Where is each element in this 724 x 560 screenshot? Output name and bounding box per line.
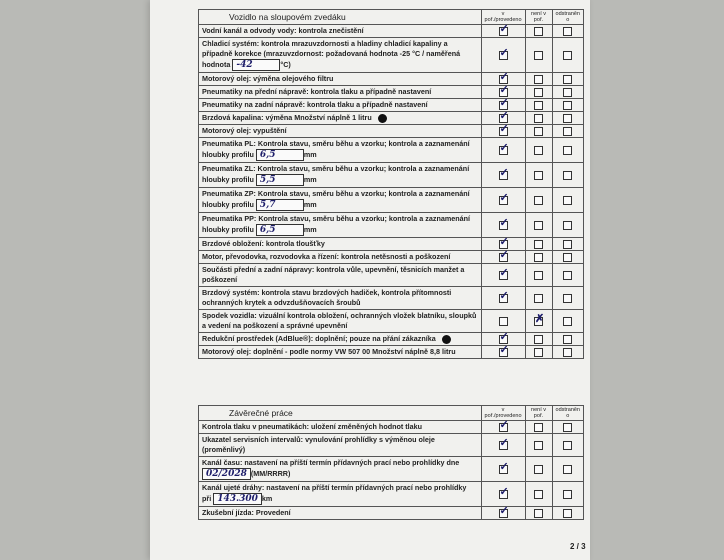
- checkbox-cell-fixed: [552, 238, 583, 251]
- checkbox-no[interactable]: [534, 171, 543, 180]
- checkbox-cell-ok: [481, 287, 525, 310]
- checkbox-no[interactable]: [534, 221, 543, 230]
- checkbox-ok[interactable]: [499, 294, 508, 303]
- unit-suffix: (MM/RRRR): [250, 468, 291, 478]
- checkbox-fixed[interactable]: [563, 127, 572, 136]
- checkbox-cell-no: [525, 73, 552, 86]
- checkbox-fixed[interactable]: [563, 441, 572, 450]
- checkbox-cell-ok: [481, 25, 525, 38]
- checkbox-no[interactable]: [534, 423, 543, 432]
- row-text: Zkušební jízda: Provedení: [202, 508, 291, 517]
- checkbox-cell-ok: [481, 434, 525, 457]
- checkbox-cell-fixed: [552, 73, 583, 86]
- handwritten-value-field[interactable]: 6,5: [256, 224, 304, 236]
- checkbox-cell-no: [525, 112, 552, 125]
- checkbox-no[interactable]: [534, 51, 543, 60]
- checkbox-cell-fixed: [552, 333, 583, 346]
- checkbox-no[interactable]: [534, 335, 543, 344]
- checkbox-cell-no: [525, 482, 552, 507]
- checkbox-ok[interactable]: [499, 51, 508, 60]
- checklist-row: [199, 482, 584, 507]
- row-label: [199, 73, 482, 86]
- checkbox-cell-fixed: [552, 482, 583, 507]
- col-ok-header: v poř./provedeno: [481, 10, 525, 25]
- checkbox-cell-ok: [481, 188, 525, 213]
- checklist-row: [199, 421, 584, 434]
- checkbox-cell-fixed: [552, 38, 583, 73]
- checkbox-cell-fixed: [552, 264, 583, 287]
- checkbox-no[interactable]: [534, 253, 543, 262]
- checkbox-fixed[interactable]: [563, 51, 572, 60]
- handwritten-value-field[interactable]: 6,5: [256, 149, 304, 161]
- checkbox-cell-no: [525, 125, 552, 138]
- row-text: Brzdová kapalina: výměna Množství náplně 1 litru: [202, 113, 372, 122]
- row-label: [199, 112, 482, 125]
- checklist-row: [199, 333, 584, 346]
- checkbox-cell-ok: [481, 213, 525, 238]
- checkbox-fixed[interactable]: [563, 114, 572, 123]
- checkbox-cell-fixed: [552, 421, 583, 434]
- col-no-header: není v poř.: [525, 406, 552, 421]
- checklist-row: [199, 507, 584, 520]
- checklist-row: [199, 125, 584, 138]
- checklist-row: [199, 112, 584, 125]
- checkbox-fixed[interactable]: [563, 171, 572, 180]
- col-fixed-header: odstraněn o: [552, 406, 583, 421]
- checkbox-cell-ok: [481, 264, 525, 287]
- checkbox-cell-no: [525, 86, 552, 99]
- checkbox-fixed[interactable]: [563, 348, 572, 357]
- checkbox-fixed[interactable]: [563, 490, 572, 499]
- row-text: Brzdové obložení: kontrola tloušťky: [202, 239, 325, 248]
- checkbox-ok[interactable]: [499, 171, 508, 180]
- handwritten-value-field[interactable]: 143.300: [213, 493, 262, 505]
- checkbox-ok[interactable]: [499, 465, 508, 474]
- checkbox-no[interactable]: [534, 271, 543, 280]
- checklist-row: [199, 188, 584, 213]
- row-label: [199, 213, 482, 238]
- checkbox-fixed[interactable]: [563, 253, 572, 262]
- checkbox-cell-no: [525, 38, 552, 73]
- checkbox-no[interactable]: [534, 294, 543, 303]
- unit-suffix: mm: [303, 174, 317, 184]
- unit-suffix: mm: [303, 224, 317, 234]
- handwritten-value-field[interactable]: 02/2028: [202, 468, 251, 480]
- unit-suffix: mm: [303, 149, 317, 159]
- row-label: [199, 138, 482, 163]
- checkbox-cell-ok: [481, 138, 525, 163]
- checkbox-ok[interactable]: [499, 423, 508, 432]
- checkbox-cell-fixed: [552, 163, 583, 188]
- checkbox-cell-no: [525, 507, 552, 520]
- checkbox-fixed[interactable]: [563, 240, 572, 249]
- row-label: [199, 25, 482, 38]
- checkbox-cell-ok: [481, 125, 525, 138]
- checkbox-cell-fixed: [552, 457, 583, 482]
- bullet-dot-icon: [378, 114, 387, 123]
- checklist-row: [199, 264, 584, 287]
- checklist-row: [199, 73, 584, 86]
- row-label: [199, 434, 482, 457]
- checkbox-cell-ok: [481, 482, 525, 507]
- checkbox-cell-fixed: [552, 310, 583, 333]
- row-text: Pneumatika ZP: Kontrola stavu, směru běhu a vzorku; kontrola a zaznamenání hloubky profilu: [202, 189, 470, 209]
- checkbox-no[interactable]: [534, 27, 543, 36]
- checklist-row: [199, 434, 584, 457]
- checkbox-no[interactable]: [534, 114, 543, 123]
- checkbox-fixed[interactable]: [563, 101, 572, 110]
- checkbox-ok[interactable]: [499, 348, 508, 357]
- checklist-row: [199, 457, 584, 482]
- row-label: [199, 457, 482, 482]
- checklist-row: [199, 287, 584, 310]
- row-text: Motorový olej: vypuštění: [202, 126, 287, 135]
- row-text: Kanál času: nastavení na příští termín přídavných prací nebo prohlídky dne: [202, 458, 460, 467]
- checkbox-ok[interactable]: [499, 127, 508, 136]
- checkbox-fixed[interactable]: [563, 27, 572, 36]
- row-label: [199, 38, 482, 73]
- final-works-table: [198, 405, 584, 520]
- row-text: Pneumatika PP: Kontrola stavu, směru běhu a vzorku; kontrola a zaznamenání hloubky profilu: [202, 214, 471, 234]
- row-text: Redukční prostředek (AdBlue®): doplnění; pouze na přání zákazníka: [202, 334, 436, 343]
- checkbox-no[interactable]: [534, 88, 543, 97]
- checkbox-cell-no: [525, 163, 552, 188]
- checkbox-no[interactable]: [534, 146, 543, 155]
- row-text: Vodní kanál a odvody vody: kontrola znečistění: [202, 26, 364, 35]
- checklist-row: [199, 38, 584, 73]
- checkbox-cell-no: [525, 264, 552, 287]
- checkbox-cell-fixed: [552, 507, 583, 520]
- checklist-row: [199, 251, 584, 264]
- row-label: [199, 86, 482, 99]
- checkbox-cell-fixed: [552, 346, 583, 359]
- checkbox-cell-no: [525, 434, 552, 457]
- checkbox-fixed[interactable]: [563, 146, 572, 155]
- checkbox-ok[interactable]: [499, 196, 508, 205]
- row-label: [199, 238, 482, 251]
- checkbox-fixed[interactable]: [563, 221, 572, 230]
- unit-suffix: mm: [303, 199, 317, 209]
- row-label: [199, 507, 482, 520]
- checkbox-cell-fixed: [552, 25, 583, 38]
- checkbox-cell-fixed: [552, 112, 583, 125]
- page-number: 2 / 3: [570, 542, 586, 551]
- section-title: Závěrečné práce: [199, 406, 482, 421]
- checkbox-fixed[interactable]: [563, 335, 572, 344]
- row-label: [199, 421, 482, 434]
- checkbox-ok[interactable]: [499, 27, 508, 36]
- handwritten-value-field[interactable]: 5,7: [256, 199, 304, 211]
- final-works-section: [198, 405, 584, 520]
- checkbox-ok[interactable]: [499, 441, 508, 450]
- row-text: Pneumatika PL: Kontrola stavu, směru běhu a vzorku; kontrola a zaznamenání hloubky profilu: [202, 139, 470, 159]
- row-text: Součásti přední a zadní nápravy: kontrola vůle, upevnění, těsnicích manžet a poškození: [202, 265, 465, 284]
- checkbox-ok[interactable]: [499, 490, 508, 499]
- checkbox-cell-no: [525, 99, 552, 112]
- row-label: [199, 346, 482, 359]
- checkbox-fixed[interactable]: [563, 294, 572, 303]
- row-text: Brzdový systém: kontrola stavu brzdových hadiček, kontrola přítomnosti ochranných krytek a odvzdušňovacích šroubů: [202, 288, 452, 307]
- section-title: Vozidlo na sloupovém zvedáku: [199, 10, 482, 25]
- checkbox-cell-no: [525, 346, 552, 359]
- checkbox-fixed[interactable]: [563, 317, 572, 326]
- checkbox-cell-no: [525, 421, 552, 434]
- col-ok-header: v poř./provedeno: [481, 406, 525, 421]
- checkbox-fixed[interactable]: [563, 196, 572, 205]
- checkbox-no[interactable]: [534, 465, 543, 474]
- checkbox-no[interactable]: [534, 75, 543, 84]
- checkbox-cell-fixed: [552, 99, 583, 112]
- row-text: Spodek vozidla: vizuální kontrola obložení, ochranných vložek blatníku, sloupků a vedení na poškození a správné upevnění: [202, 311, 477, 330]
- checkbox-no[interactable]: [534, 127, 543, 136]
- row-text: Motorový olej: výměna olejového filtru: [202, 74, 334, 83]
- checkbox-fixed[interactable]: [563, 423, 572, 432]
- checklist-row: [199, 138, 584, 163]
- checklist-row: [199, 86, 584, 99]
- checkbox-no[interactable]: [534, 240, 543, 249]
- row-label: [199, 99, 482, 112]
- col-no-header: není v poř.: [525, 10, 552, 25]
- checkbox-cell-ok: [481, 457, 525, 482]
- vehicle-lift-table: [198, 9, 584, 359]
- checkbox-no[interactable]: [534, 441, 543, 450]
- checkbox-cell-fixed: [552, 125, 583, 138]
- checkbox-cell-no: [525, 25, 552, 38]
- row-text: Motor, převodovka, rozvodovka a řízení: kontrola netěsnosti a poškození: [202, 252, 451, 261]
- checkbox-cell-no: [525, 310, 552, 333]
- checklist-row: [199, 310, 584, 333]
- row-text: Kanál ujeté dráhy: nastavení na příští termín přídavných prací nebo prohlídky při: [202, 483, 467, 503]
- checkbox-cell-fixed: [552, 251, 583, 264]
- handwritten-value-field[interactable]: -42: [232, 59, 280, 71]
- unit-suffix: km: [261, 493, 273, 503]
- checkbox-cell-fixed: [552, 287, 583, 310]
- row-label: [199, 163, 482, 188]
- checkbox-cell-ok: [481, 251, 525, 264]
- checklist-row: [199, 213, 584, 238]
- checkbox-no[interactable]: [534, 317, 543, 326]
- handwritten-value-field[interactable]: 5,5: [256, 174, 304, 186]
- bullet-dot-icon: [442, 335, 451, 344]
- checkbox-ok[interactable]: [499, 317, 508, 326]
- checkbox-no[interactable]: [534, 509, 543, 518]
- row-text: Chladicí systém: kontrola mrazuvzdornosti a hladiny chladicí kapaliny a případně korekce (mrazuvzdornost: požadovaná hodnota -25 °C / naměřená hodnota: [202, 39, 461, 69]
- checkbox-no[interactable]: [534, 101, 543, 110]
- checkbox-cell-ok: [481, 507, 525, 520]
- row-text: Motorový olej: doplnění - podle normy VW 507 00 Množství náplně 8,8 litru: [202, 347, 456, 356]
- checkbox-cell-fixed: [552, 86, 583, 99]
- checkbox-ok[interactable]: [499, 221, 508, 230]
- unit-suffix: °C): [280, 59, 291, 69]
- checklist-row: [199, 346, 584, 359]
- checkbox-cell-no: [525, 287, 552, 310]
- checkbox-cell-no: [525, 333, 552, 346]
- checkbox-cell-no: [525, 457, 552, 482]
- vehicle-lift-section: [198, 9, 584, 359]
- row-label: [199, 125, 482, 138]
- row-text: Kontrola tlaku v pneumatikách: uložení změněných hodnot tlaku: [202, 422, 423, 431]
- row-label: [199, 333, 482, 346]
- row-label: [199, 264, 482, 287]
- checklist-row: [199, 25, 584, 38]
- row-text: Ukazatel servisních intervalů: vynulování prohlídky s výměnou oleje (proměnlivý): [202, 435, 435, 454]
- checkbox-ok[interactable]: [499, 253, 508, 262]
- checkbox-cell-no: [525, 188, 552, 213]
- checkbox-cell-ok: [481, 38, 525, 73]
- checkbox-fixed[interactable]: [563, 75, 572, 84]
- row-text: Pneumatiky na přední nápravě: kontrola tlaku a případně nastavení: [202, 87, 432, 96]
- checklist-row: [199, 238, 584, 251]
- checkbox-cell-no: [525, 238, 552, 251]
- row-label: [199, 482, 482, 507]
- checklist-row: [199, 99, 584, 112]
- checkbox-cell-fixed: [552, 138, 583, 163]
- checkbox-ok[interactable]: [499, 146, 508, 155]
- row-label: [199, 287, 482, 310]
- checkbox-no[interactable]: [534, 490, 543, 499]
- row-label: [199, 310, 482, 333]
- checkbox-fixed[interactable]: [563, 465, 572, 474]
- checkbox-cell-no: [525, 138, 552, 163]
- checkbox-fixed[interactable]: [563, 88, 572, 97]
- checkbox-cell-fixed: [552, 434, 583, 457]
- checkbox-ok[interactable]: [499, 271, 508, 280]
- checkbox-fixed[interactable]: [563, 271, 572, 280]
- checkbox-cell-ok: [481, 421, 525, 434]
- checkbox-cell-ok: [481, 346, 525, 359]
- checklist-row: [199, 163, 584, 188]
- checkbox-fixed[interactable]: [563, 509, 572, 518]
- checkbox-cell-fixed: [552, 188, 583, 213]
- checkbox-no[interactable]: [534, 348, 543, 357]
- checkbox-no[interactable]: [534, 196, 543, 205]
- row-label: [199, 188, 482, 213]
- col-fixed-header: odstraněn o: [552, 10, 583, 25]
- checkbox-ok[interactable]: [499, 509, 508, 518]
- row-text: Pneumatiky na zadní nápravě: kontrola tlaku a případně nastavení: [202, 100, 428, 109]
- checkbox-cell-no: [525, 251, 552, 264]
- row-text: Pneumatika ZL: Kontrola stavu, směru běhu a vzorku; kontrola a zaznamenání hloubky profilu: [202, 164, 470, 184]
- checkbox-cell-fixed: [552, 213, 583, 238]
- checkbox-cell-no: [525, 213, 552, 238]
- checkbox-cell-ok: [481, 163, 525, 188]
- row-label: [199, 251, 482, 264]
